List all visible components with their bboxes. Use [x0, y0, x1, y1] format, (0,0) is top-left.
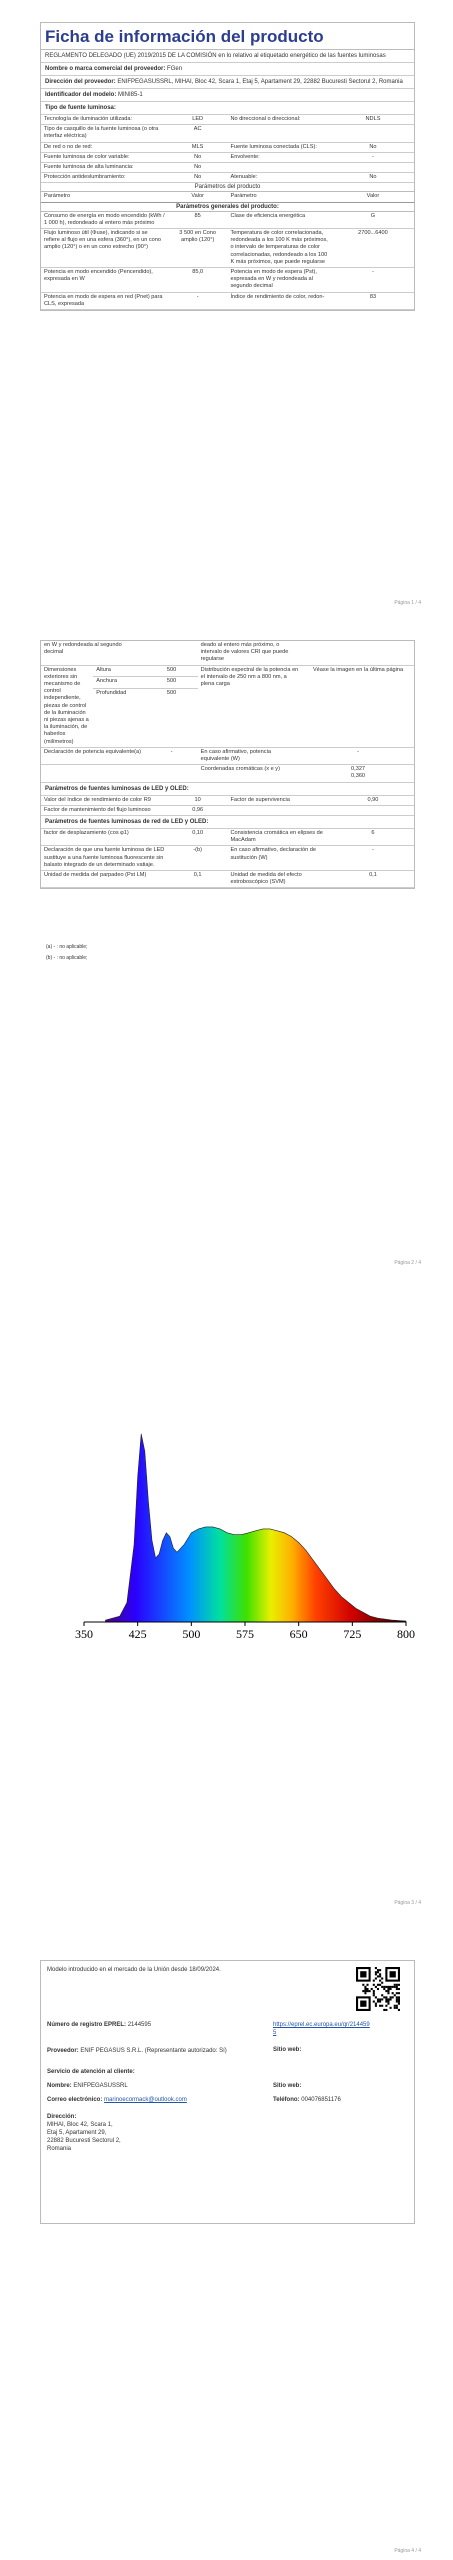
mains-cell-row	[41, 829, 414, 846]
general-cell-row	[41, 268, 414, 293]
mains-cell-label: Declaración de que una fuente luminosa de LED sustituye a una fuente luminosa fluorescente sin balasto integrado de un determinado vatiaje.	[41, 846, 168, 871]
dim-depth-value: 500	[145, 688, 197, 747]
model-row: Identificador del modelo: MINI85-1	[41, 89, 414, 102]
general-header: Parámetros generales del producto:	[41, 203, 414, 212]
eprel-frame	[40, 1960, 415, 2224]
address-row: Dirección del proveedor: ENIFPEGASUSSRL, MIHAI, Bloc 42, Scara 1, Etaj 5, Apartament 29, 22882 Bucuresti Sectorul 2, Romania	[41, 76, 414, 89]
address-block: Dirección: MIHAI, Bloc 42, Scara 1, Etaj 5, Apartament 29, 22882 Bucuresti Sectorul 2, Romania	[47, 2114, 121, 2152]
cont-table	[41, 641, 414, 783]
col-param-2: Parámetro	[227, 192, 331, 202]
mains-header: Parámetros de fuentes luminosas de red de LED y OLED:	[41, 816, 414, 829]
cont-value-2	[302, 641, 414, 665]
general-cell-label: Consumo de energía en modo encendido (kWh / 1 000 h), redondeado al entero más próximo	[41, 212, 168, 229]
general-cell-label: Temperatura de color correlacionada, redondeada a los 100 K más próximos, o intervalo de temperaturas de color correlacionadas, redondeado a los 100 K más próximos, que puede regularse	[227, 229, 331, 268]
dim-width-value: 500	[145, 677, 197, 689]
cont-label-1: en W y redondeada al segundo decimal	[41, 641, 145, 665]
equiv-w-label: En caso afirmativo, potencia equivalente (W)	[198, 747, 302, 764]
col-param-1: Parámetro	[41, 192, 168, 202]
led-cell-value: 10	[168, 796, 228, 806]
general-cell-label: Potencia en modo de espera (Pst), expresada en W y redondeada al segundo decimal	[227, 268, 331, 293]
led-cell-value: 0,90	[332, 796, 414, 806]
general-cell-label: Índice de rendimiento de color, redon-	[227, 292, 331, 309]
led-cell-label: Factor de mantenimiento del flujo luminoso	[41, 805, 168, 815]
page-number: Página 2 / 4	[394, 1260, 421, 1266]
x-tick-label: 650	[289, 1627, 308, 1641]
general-cell-row	[41, 229, 414, 268]
page-3	[0, 1300, 453, 1940]
qr-code[interactable]	[356, 1967, 400, 2011]
general-cell-value: -	[168, 292, 228, 309]
eprel-block	[47, 2021, 267, 2030]
phone-row: Teléfono: 004076851176	[273, 2097, 341, 2103]
general-cell-value: 85	[168, 212, 228, 229]
page-1	[0, 0, 453, 612]
type-cell-label: Atenuable:	[227, 173, 331, 183]
mains-cell-label: Consistencia cromática en elipses de MacAdam	[227, 829, 331, 846]
mains-table	[41, 829, 414, 888]
regulation-text: REGLAMENTO DELEGADO (UE) 2019/2015 DE LA COMISIÓN en lo relativo al etiquetado energético de las fuentes luminosas	[41, 50, 414, 63]
dims-label: Dimensiones exteriores sin mecanismo de control independiente, piezas de control de la iluminación ni piezas ajenas a la iluminación, de haberlos (milímetros)	[41, 665, 93, 747]
spectrum-series-area	[105, 1434, 406, 1622]
type-cell-value: LED	[168, 115, 228, 125]
type-cell-label: Envolvente:	[227, 152, 331, 162]
type-cell-label: Tecnología de iluminación utilizada:	[41, 115, 168, 125]
eprel-row: Número de registro EPREL: 2144595	[47, 2022, 152, 2028]
type-cell-value	[332, 125, 414, 142]
spectral-chart	[58, 1422, 418, 1650]
type-cell-value: AC	[168, 125, 228, 142]
general-cell-value: 2700...6400	[332, 229, 414, 268]
type-cell-label: Fuente luminosa de color variable:	[41, 152, 168, 162]
page-4	[0, 1960, 453, 2560]
led-cell-label	[227, 805, 331, 815]
site-row: Sitio web:	[273, 2083, 302, 2089]
x-tick-label: 725	[343, 1627, 362, 1641]
type-cell-value: MLS	[168, 142, 228, 152]
led-cell-row	[41, 805, 414, 815]
col-value-1: Valor	[168, 192, 228, 202]
type-table	[41, 115, 414, 183]
sheet-title: Ficha de información del producto	[41, 23, 414, 50]
type-cell-row	[41, 142, 414, 152]
mains-cell-row	[41, 871, 414, 888]
general-cell-row	[41, 212, 414, 229]
general-cell-label: Flujo luminoso útil (Φuse), indicando si se refiere al flujo en una esfera (360°), en un cono amplio (120°) o en un cono estrecho (90°)	[41, 229, 168, 268]
dim-height-label: Altura	[93, 665, 145, 677]
general-cell-row	[41, 292, 414, 309]
type-cell-label: Tipo de casquillo de la fuente luminosa (o otra interfaz eléctrica)	[41, 125, 168, 142]
mains-cell-label: Unidad de medida del parpadeo (Pst LM)	[41, 871, 168, 888]
mains-cell-row	[41, 846, 414, 871]
supplier-row: Proveedor: ENIF PEGASUS S.R.L. (Representante autorizado: Sí)	[47, 2048, 227, 2054]
cont-label-2: deado al entero más próximo, o intervalo de valores CRI que puede regularse	[198, 641, 302, 665]
type-cell-value: No	[168, 163, 228, 173]
name-row: Nombre: ENIFPEGASUSSRL	[47, 2083, 128, 2089]
mains-cell-label: Unidad de medida del efecto estroboscópico (SVM)	[227, 871, 331, 888]
type-cell-label: Protección antideslumbramiento:	[41, 173, 168, 183]
general-table	[41, 212, 414, 310]
x-tick-label: 425	[128, 1627, 147, 1641]
equiv-w-value: -	[302, 747, 414, 764]
type-cell-row	[41, 115, 414, 125]
mains-cell-value: 0,10	[168, 829, 228, 846]
led-table	[41, 796, 414, 816]
led-cell-row	[41, 796, 414, 806]
general-cell-value: 85,0	[168, 268, 228, 293]
footnote-b: (b) - : no aplicable;	[46, 955, 88, 961]
type-cell-label: Fuente luminosa conectada (CLS):	[227, 142, 331, 152]
page-number: Página 1 / 4	[394, 600, 421, 606]
general-cell-label: Clase de eficiencia energética	[227, 212, 331, 229]
led-cell-value	[332, 805, 414, 815]
type-cell-row	[41, 173, 414, 183]
page-number: Página 4 / 4	[394, 2548, 421, 2554]
type-cell-value: No	[168, 152, 228, 162]
general-cell-value: 3 500 en Cono amplio (120°)	[168, 229, 228, 268]
type-cell-value: -	[332, 152, 414, 162]
x-tick-label: 575	[236, 1627, 254, 1641]
email-link[interactable]: marinoecormack@outlook.com	[104, 2097, 187, 2103]
led-cell-label: Factor de supervivencia	[227, 796, 331, 806]
general-cell-value: -	[332, 268, 414, 293]
spd-value: Véase la imagen en la última página	[302, 665, 414, 747]
type-cell-value: NDLS	[332, 115, 414, 125]
general-cell-label: Potencia en modo de espera en red (Pnet) para CLS, expresada	[41, 292, 168, 309]
params-title: Parámetros del producto	[41, 183, 414, 192]
type-cell-label	[227, 163, 331, 173]
type-cell-value: No	[332, 173, 414, 183]
footnote-a: (a) - : no aplicable;	[46, 944, 88, 950]
footnotes	[42, 942, 91, 964]
info-sheet-frame-2	[40, 640, 415, 889]
dim-width-label: Anchura	[93, 677, 145, 689]
general-cell-value: G	[332, 212, 414, 229]
type-cell-label: De red o no de red:	[41, 142, 168, 152]
coords-label: Coordenadas cromáticas (x e y)	[198, 765, 302, 782]
x-tick-label: 800	[397, 1627, 415, 1641]
equiv-value: -	[145, 747, 197, 764]
email-row: Correo electrónico: marinoecormack@outlook.com	[47, 2097, 187, 2103]
type-cell-row	[41, 125, 414, 142]
type-cell-value: No	[332, 142, 414, 152]
dim-depth-label: Profundidad	[93, 688, 145, 747]
spd-label: Distribución espectral de la potencia en el intervalo de 250 nm a 800 nm, a plena carga	[198, 665, 302, 747]
brand-row: Nombre o marca comercial del proveedor: FGen	[41, 63, 414, 76]
type-cell-label	[227, 125, 331, 142]
params-columns	[41, 192, 414, 202]
x-tick-label: 350	[75, 1627, 93, 1641]
led-cell-value: 0,96	[168, 805, 228, 815]
type-cell-label: Fuente luminosa de alta luminancia:	[41, 163, 168, 173]
type-cell-row	[41, 163, 414, 173]
general-cell-label: Potencia en modo encendido (Pencendido), expresada en W	[41, 268, 168, 293]
eprel-link[interactable]: https://eprel.ec.europa.eu/qr/2144595	[273, 2022, 370, 2036]
mains-cell-value: 6	[332, 829, 414, 846]
type-cell-value	[332, 163, 414, 173]
page-2	[0, 640, 453, 1268]
type-cell-value: No	[168, 173, 228, 183]
mains-cell-value: 0,1	[332, 871, 414, 888]
website-row: Sitio web:	[273, 2047, 302, 2053]
col-value-2: Valor	[332, 192, 414, 202]
x-tick-label: 500	[182, 1627, 201, 1641]
coords-value: 0,327 0,360	[302, 765, 414, 782]
info-sheet-frame	[40, 22, 415, 311]
led-cell-label: Valor del índice de rendimiento de color R9	[41, 796, 168, 806]
dim-height-value: 500	[145, 665, 197, 677]
mains-cell-value: 0,1	[168, 871, 228, 888]
cont-value-1	[145, 641, 197, 665]
general-cell-value: 83	[332, 292, 414, 309]
mains-cell-label: En caso afirmativo, declaración de sustitución (W)	[227, 846, 331, 871]
service-header: Servicio de atención al cliente:	[47, 2069, 135, 2075]
mains-cell-label: factor de desplazamiento (cos φ1)	[41, 829, 168, 846]
type-header: Tipo de fuente luminosa:	[41, 102, 414, 115]
mains-cell-value: -(b)	[168, 846, 228, 871]
page-number: Página 3 / 4	[394, 1900, 421, 1906]
led-header: Parámetros de fuentes luminosas de LED y OLED:	[41, 783, 414, 796]
type-cell-row	[41, 152, 414, 162]
type-cell-label: No direccional o direccional:	[227, 115, 331, 125]
equiv-label: Declaración de potencia equivalente(a)	[41, 747, 145, 764]
mains-cell-value: -	[332, 846, 414, 871]
intro-text: Modelo introducido en el mercado de la Unión desde 18/09/2024.	[47, 1967, 221, 1973]
